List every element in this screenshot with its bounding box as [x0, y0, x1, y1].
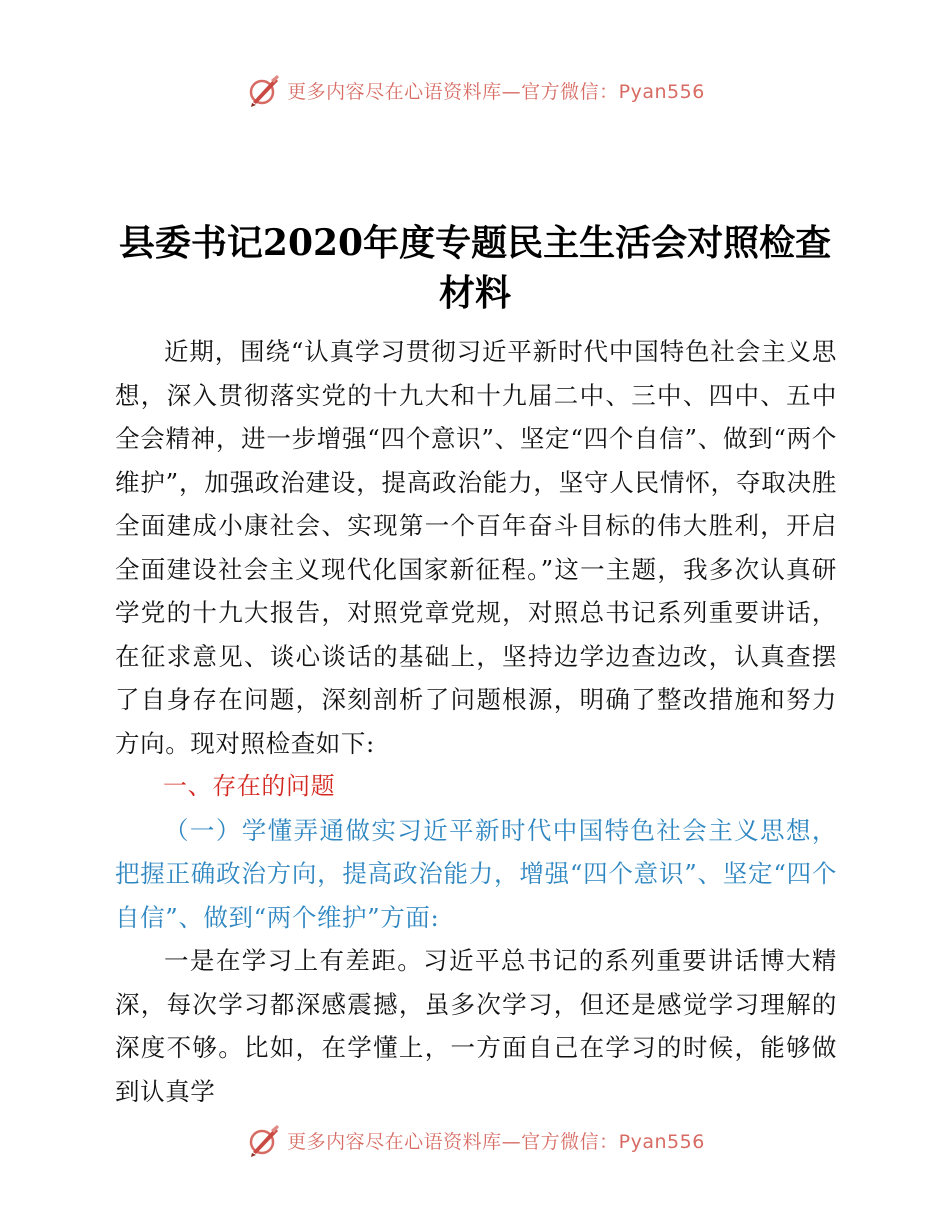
watermark-text: 更多内容尽在心语资料库—官方微信：Pyan556: [287, 80, 705, 103]
footer-watermark-banner: [0, 1120, 950, 1160]
section-heading: 一、存在的问题: [163, 772, 336, 800]
sub-heading: （一）学懂弄通做实习近平新时代中国特色社会主义思想，把握正确政治方向，提高政治能力，增强“四个意识”、坚定“四个自信”、做到“两个维护”方面:: [115, 815, 837, 932]
quill-pen-logo-icon: [245, 72, 281, 108]
document-title: 县委书记2020年度专题民主生活会对照检查材料: [118, 222, 832, 314]
intro-paragraph: 近期，围绕“认真学习贯彻习近平新时代中国特色社会主义思想，深入贯彻落实党的十九大和十九届二中、三中、四中、五中全会精神，进一步增强“四个意识”、坚定“四个自信”、做到“两个维护”，加强政治建设，提高政治能力，坚守人民情怀，夺取决胜全面建成小康社会、实现第一个百年奋斗目标的伟大胜利，开启全面建设社会主义现代化国家新征程。”这一主题，我多次认真研学党的十九大报告，对照党章党规，对照总书记系列重要讲话，在征求意见、谈心谈话的基础上，坚持边学边查边改，认真查摆了自身存在问题，深刻剖析了问题根源，明确了整改措施和努力方向。现对照检查如下:: [115, 337, 837, 758]
point-paragraph: 一是在学习上有差距。习近平总书记的系列重要讲话博大精深，每次学习都深感震撼，虽多次学习，但还是感觉学习理解的深度不够。比如，在学懂上，一方面自己在学习的时候，能够做到认真学: [115, 946, 837, 1106]
document-body: [115, 330, 837, 1113]
header-watermark-banner: [0, 70, 950, 110]
quill-pen-logo-icon: [245, 1122, 281, 1158]
watermark-text: 更多内容尽在心语资料库—官方微信：Pyan556: [287, 1130, 705, 1153]
